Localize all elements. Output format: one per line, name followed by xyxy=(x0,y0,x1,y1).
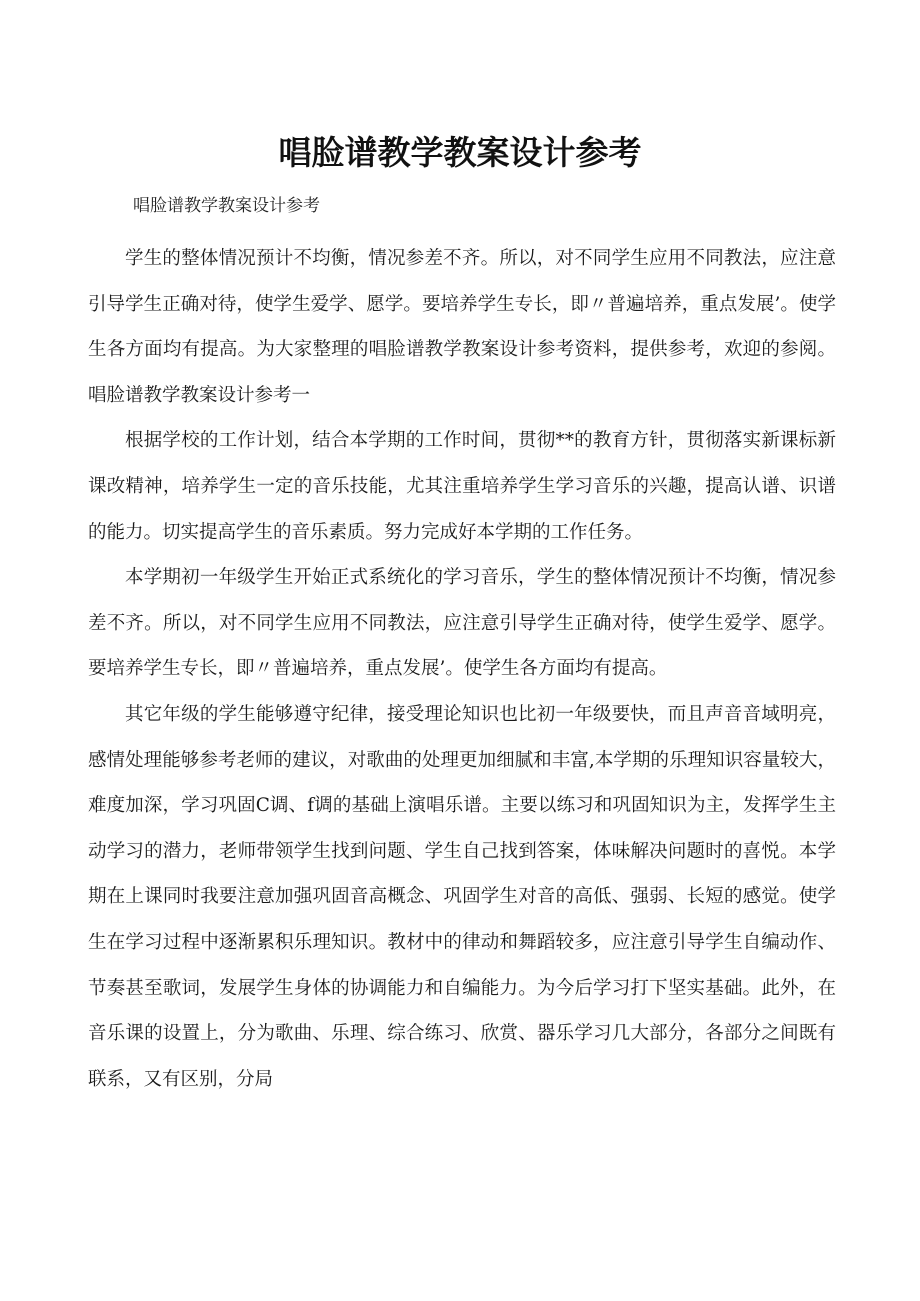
document-title: 唱脸谱教学教案设计参考 xyxy=(278,133,642,172)
paragraph-3: 本学期初一年级学生开始正式系统化的学习音乐，学生的整体情况预计不均衡，情况参差不齐。所以，对不同学生应用不同教法，应注意引导学生正确对待，使学生爱学、愿学。要培养学生专长，即〃普遍培养，重点发展’。使学生各方面均有提高。 xyxy=(88,567,836,680)
document-subtitle: 唱脸谱教学教案设计参考 xyxy=(133,196,320,216)
paragraph-4: 其它年级的学生能够遵守纪律，接受理论知识也比初一年级要快，而且声音音域明亮，感情处理能够参考老师的建议，对歌曲的处理更加细腻和丰富,本学期的乐理知识容量较大，难度加深，学习巩固C调、f调的基础上演唱乐谱。主要以练习和巩固知识为主，发挥学生主动学习的潜力，老师带领学生找到问题、学生自己找到答案，体味解决问题时的喜悦。本学期在上课同时我要注意加强巩固音高概念、巩固学生对音的高低、强弱、长短的感觉。使学生在学习过程中逐渐累积乐理知识。教材中的律动和舞蹈较多，应注意引导学生自编动作、节奏甚至歌词，发展学生身体的协调能力和自编能力。为今后学习打下坚实基础。此外，在音乐课的设置上，分为歌曲、乐理、综合练习、欣赏、器乐学习几大部分，各部分之间既有联系，又有区别，分局 xyxy=(88,703,836,1090)
document-body xyxy=(88,236,836,1102)
paragraph-1: 学生的整体情况预计不均衡，情况参差不齐。所以，对不同学生应用不同教法，应注意引导学生正确对待，使学生爱学、愿学。要培养学生专长，即〃普遍培养，重点发展’。使学生各方面均有提高。为大家整理的唱脸谱教学教案设计参考资料，提供参考，欢迎的参阅。唱脸谱教学教案设计参考一 xyxy=(88,248,836,406)
paragraph-2: 根据学校的工作计划，结合本学期的工作时间，贯彻**的教育方针，贯彻落实新课标新课改精神，培养学生一定的音乐技能，尤其注重培养学生学习音乐的兴趣，提高认谱、识谱的能力。切实提高学生的音乐素质。努力完成好本学期的工作任务。 xyxy=(88,430,836,543)
